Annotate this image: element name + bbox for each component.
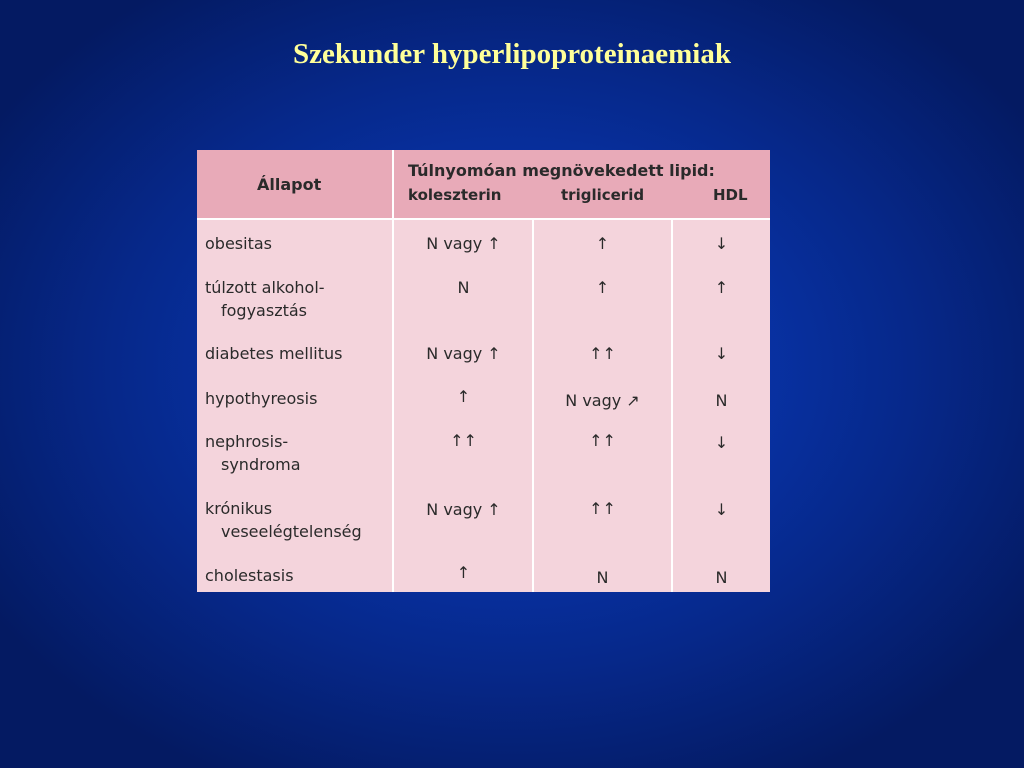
- triglyceride-cell: ↑: [595, 278, 610, 297]
- condition-cell: [205, 497, 362, 543]
- cholesterol-cell: N vagy ↑: [426, 500, 501, 519]
- triglyceride-cell: ↑↑: [589, 431, 616, 450]
- cholesterol-cell: N vagy ↑: [426, 344, 501, 363]
- condition-line-1: túlzott alkohol-: [205, 278, 325, 297]
- condition-cell: [205, 387, 317, 410]
- condition-cell: [205, 232, 272, 255]
- cholesterol-cell: ↑↑: [450, 431, 477, 450]
- hdl-cell: ↓: [714, 500, 729, 519]
- condition-line-1: krónikus: [205, 499, 273, 518]
- triglyceride-cell: N vagy ↗: [565, 391, 640, 410]
- hdl-cell: ↓: [714, 234, 729, 253]
- slide-title: Szekunder hyperlipoproteinaemiak: [292, 38, 731, 70]
- condition-line-2: syndroma: [221, 455, 301, 474]
- header-hdl: HDL: [713, 186, 748, 204]
- header-condition: Állapot: [257, 175, 322, 194]
- cholesterol-cell: N: [457, 278, 470, 297]
- table-header: [197, 150, 770, 218]
- hdl-cell: ↓: [714, 433, 729, 452]
- cholesterol-cell: ↑: [456, 563, 471, 582]
- condition-line-1: cholestasis: [205, 566, 294, 585]
- cholesterol-cell: ↑: [456, 387, 471, 406]
- triglyceride-cell: ↑↑: [589, 344, 616, 363]
- hdl-cell: N: [715, 391, 728, 410]
- triglyceride-cell: ↑↑: [589, 499, 616, 518]
- header-triglyceride: triglicerid: [561, 186, 645, 204]
- hdl-cell: ↑: [714, 278, 729, 297]
- hdl-cell: N: [715, 568, 728, 587]
- condition-line-1: nephrosis-: [205, 432, 289, 451]
- condition-line-2: fogyasztás: [221, 301, 307, 320]
- hdl-cell: ↓: [714, 344, 729, 363]
- lipid-table: [197, 150, 770, 592]
- header-column-divider: [392, 150, 394, 218]
- condition-cell: [205, 564, 294, 587]
- condition-cell: [205, 276, 325, 322]
- condition-cell: [205, 342, 342, 365]
- triglyceride-cell: ↑: [595, 234, 610, 253]
- condition-line-1: hypothyreosis: [205, 389, 318, 408]
- condition-line-1: obesitas: [205, 234, 272, 253]
- header-lipid-group: Túlnyomóan megnövekedett lipid:: [408, 161, 715, 180]
- header-cholesterol: koleszterin: [408, 186, 502, 204]
- column-divider: [392, 218, 394, 592]
- header-divider: [197, 218, 770, 220]
- condition-line-1: diabetes mellitus: [205, 344, 343, 363]
- triglyceride-cell: N: [596, 568, 609, 587]
- condition-cell: [205, 430, 301, 476]
- condition-line-2: veseelégtelenség: [221, 522, 362, 541]
- cholesterol-cell: N vagy ↑: [426, 234, 501, 253]
